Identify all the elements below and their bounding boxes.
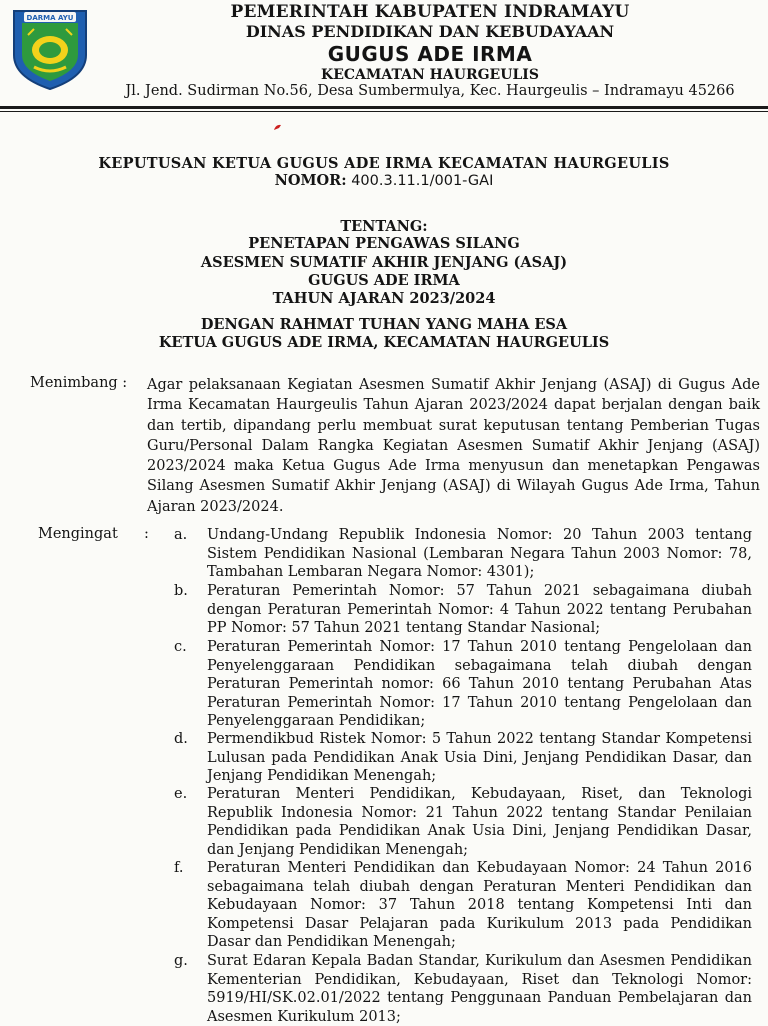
tentang-line: TAHUN AJARAN 2023/2024 bbox=[272, 290, 496, 307]
list-item bbox=[174, 638, 752, 731]
list-item bbox=[174, 526, 752, 582]
menimbang-text: Agar pelaksanaan Kegiatan Asesmen Sumatif Akhir Jenjang (ASAJ) di Gugus Ade Irma Kecamatan Haurgeulis Tahun Ajaran 2023/2024 dapat berjalan dengan baik dan tertib, dipandang perlu membuat surat keputusan tentang Pemberian Tugas Guru/Personal Dalam Rangka Kegiatan Asesmen Sumatif Akhir Jenjang (ASAJ) 2023/2024 maka Ketua Gugus Ade Irma menyusun dan menetapkan Pengawas Silang Asesmen Sumatif Akhir Jenjang (ASAJ) di Wilayah Gugus Ade Irma, Tahun Ajaran 2023/2024. bbox=[147, 377, 760, 515]
list-item-text: Surat Edaran Kepala Badan Standar, Kurikulum dan Asesmen Pendidikan Kementerian Pendidikan, Kebudayaan, Riset dan Teknologi Nomor: 5919/HI/SK.02.01/2022 tentang Penggunaan Panduan Pembelajaran dan Asesmen Kurikulum 2013; bbox=[207, 953, 752, 1025]
list-item-text: Permendikbud Ristek Nomor: 5 Tahun 2022 tentang Standar Kompetensi Lulusan pada Pendidikan Anak Usia Dini, Jenjang Pendidikan Dasar, dan Jenjang Pendidikan Menengah; bbox=[207, 731, 752, 785]
menimbang-label: Menimbang : bbox=[30, 375, 128, 391]
letterhead-address: Jl. Jend. Sudirman No.56, Desa Sumbermulya, Kec. Haurgeulis – Indramayu 45266 bbox=[125, 83, 735, 99]
list-item-letter: b. bbox=[174, 583, 188, 599]
list-item-letter: f. bbox=[174, 860, 184, 876]
list-item bbox=[174, 785, 752, 859]
invocation-line: DENGAN RAHMAT TUHAN YANG MAHA ESA bbox=[200, 316, 568, 333]
list-item-text: Peraturan Menteri Pendidikan dan Kebudayaan Nomor: 24 Tahun 2016 sebagaimana telah diubah dengan Peraturan Menteri Pendidikan dan Kebudayaan Nomor: 37 Tahun 2018 tentang Kompetensi Inti dan Kompetensi Dasar Pelajaran pada Kurikulum 2013 pada Pendidikan Dasar dan Pendidikan Menengah; bbox=[207, 860, 752, 951]
decree-number-value: 400.3.11.1/001-GAI bbox=[346, 173, 494, 189]
decree-number-label: NOMOR: bbox=[274, 172, 347, 189]
list-item-letter: e. bbox=[174, 786, 188, 802]
letterhead-cluster-name: GUGUS ADE IRMA bbox=[327, 42, 533, 66]
tentang-line: ASESMEN SUMATIF AKHIR JENJANG (ASAJ) bbox=[200, 254, 568, 271]
emblem-text: DARMA AYU bbox=[26, 14, 74, 22]
list-item-letter: d. bbox=[174, 731, 188, 747]
decree-number bbox=[0, 172, 768, 189]
issuer-line: KETUA GUGUS ADE IRMA, KECAMATAN HAURGEULIS bbox=[158, 334, 610, 351]
list-item-letter: g. bbox=[174, 953, 188, 969]
regency-emblem-icon bbox=[8, 5, 92, 91]
decree-title: KEPUTUSAN KETUA GUGUS ADE IRMA KECAMATAN HAURGEULIS bbox=[98, 155, 670, 172]
mengingat-label: Mengingat bbox=[38, 526, 118, 542]
list-item-text: Undang-Undang Republik Indonesia Nomor: 20 Tahun 2003 tentang Sistem Pendidikan Nasional (Lembaran Negara Tahun 2003 Nomor: 78, Tambahan Lembaran Negara Nomor: 4301); bbox=[207, 527, 752, 581]
tentang-line: PENETAPAN PENGAWAS SILANG bbox=[248, 235, 520, 252]
mengingat-colon: : bbox=[144, 526, 149, 542]
list-item bbox=[174, 859, 752, 952]
tentang-line: GUGUS ADE IRMA bbox=[308, 272, 460, 289]
list-item bbox=[174, 952, 752, 1026]
letterhead-rule-thick bbox=[0, 106, 768, 109]
list-item-text: Peraturan Pemerintah Nomor: 17 Tahun 2010 tentang Pengelolaan dan Penyelenggaraan Pendidikan sebagaimana telah diubah dengan Peraturan Pemerintah nomor: 66 Tahun 2010 tentang Perubahan Atas Peraturan Pemerintah Nomor: 17 Tahun 2010 tentang Pengelolaan dan Penyelenggaraan Pendidikan; bbox=[207, 639, 752, 730]
letterhead-subdistrict: KECAMATAN HAURGEULIS bbox=[321, 67, 539, 83]
list-item bbox=[174, 730, 752, 786]
list-item-letter: c. bbox=[174, 639, 187, 655]
list-item-letter: a. bbox=[174, 527, 188, 543]
letterhead-rule-thin bbox=[0, 111, 768, 112]
red-ink-mark-icon bbox=[273, 123, 283, 132]
list-item-text: Peraturan Menteri Pendidikan, Kebudayaan, Riset, dan Teknologi Republik Indonesia Nomor: 21 Tahun 2022 tentang Standar Penilaian Pendidikan pada Pendidikan Anak Usia Dini, Jenjang Pendidikan Dasar, dan Jenjang Pendidikan Menengah; bbox=[207, 786, 752, 858]
tentang-label: TENTANG: bbox=[340, 218, 428, 235]
list-item-text: Peraturan Pemerintah Nomor: 57 Tahun 2021 sebagaimana diubah dengan Peraturan Pemerintah Nomor: 4 Tahun 2022 tentang Perubahan PP Nomor: 57 Tahun 2021 tentang Standar Nasional; bbox=[207, 583, 752, 637]
letterhead-government: PEMERINTAH KABUPATEN INDRAMAYU bbox=[230, 2, 630, 22]
letterhead-department: DINAS PENDIDIKAN DAN KEBUDAYAAN bbox=[245, 22, 615, 41]
list-item bbox=[174, 582, 752, 638]
